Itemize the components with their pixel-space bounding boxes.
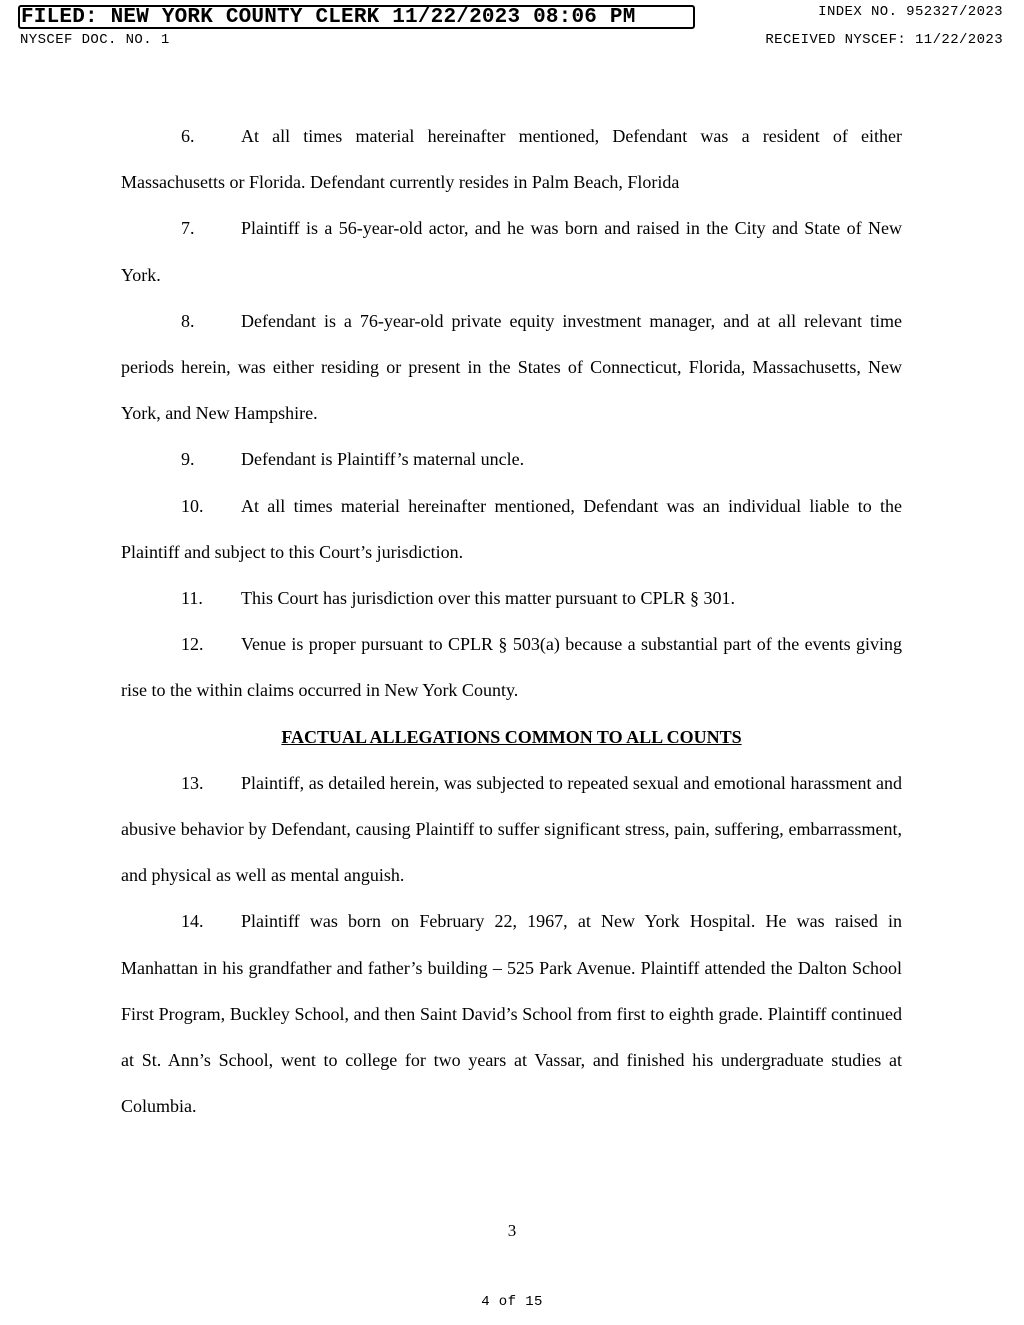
paragraph-text: Plaintiff was born on February 22, 1967, at New York Hospital. He was raised in Manhattan in his grandfather and father’s building – 525 Park Avenue. Plaintiff attended the Dalton School First Program, Buckley School, and then Saint David’s School from first to eighth grade. Plaintiff continued at St. Ann’s School, went to college for two years at Vassar, and finished his undergraduate studies at Columbia.: [121, 911, 902, 1117]
paragraph-number: 9.: [181, 449, 195, 470]
paragraph-number: 10.: [181, 495, 204, 516]
paragraph-7: [121, 205, 902, 297]
paragraph-14: [121, 898, 902, 1129]
index-number: INDEX NO. 952327/2023: [818, 4, 1003, 20]
paragraph-text: Defendant is Plaintiff’s maternal uncle.: [241, 449, 525, 470]
paragraph-number: 7.: [181, 218, 195, 239]
filed-stamp: FILED: NEW YORK COUNTY CLERK 11/22/2023 08:06 PM: [18, 5, 695, 29]
paragraph-text: Defendant is a 76-year-old private equity investment manager, and at all relevant time periods herein, was either residing or present in the States of Connecticut, Florida, Massachusetts, New York, and New Hampshire.: [121, 310, 902, 424]
paragraph-11: [121, 575, 902, 621]
paragraph-text: At all times material hereinafter mentioned, Defendant was an individual liable to the Plaintiff and subject to this Court’s jurisdiction.: [121, 495, 902, 562]
paragraph-8: [121, 298, 902, 437]
paragraph-number: 14.: [181, 911, 204, 932]
paragraph-number: 8.: [181, 310, 195, 331]
paragraph-text: This Court has jurisdiction over this matter pursuant to CPLR § 301.: [241, 588, 735, 609]
paragraph-number: 11.: [181, 588, 203, 609]
paragraph-text: Plaintiff is a 56-year-old actor, and he was born and raised in the City and State of New York.: [121, 218, 902, 285]
paragraph-text: Plaintiff, as detailed herein, was subjected to repeated sexual and emotional harassment and abusive behavior by Defendant, causing Plaintiff to suffer significant stress, pain, suffering, embarrassment, and physical as well as mental anguish.: [121, 772, 902, 886]
paragraph-text: At all times material hereinafter mentioned, Defendant was a resident of either Massachusetts or Florida. Defendant currently resides in Palm Beach, Florida: [121, 126, 902, 193]
section-heading: FACTUAL ALLEGATIONS COMMON TO ALL COUNTS: [281, 726, 742, 747]
paragraph-number: 6.: [181, 126, 195, 146]
paragraph-text: Venue is proper pursuant to CPLR § 503(a) because a substantial part of the events giving rise to the within claims occurred in New York County.: [121, 634, 902, 701]
paragraph-10: [121, 483, 902, 575]
page-number: 3: [507, 1221, 517, 1240]
paragraph-number: 13.: [181, 772, 204, 793]
received-date: RECEIVED NYSCEF: 11/22/2023: [765, 32, 1003, 48]
paragraph-9: [121, 436, 902, 482]
paragraph-number: 12.: [181, 634, 204, 655]
paragraph-6: [121, 113, 902, 205]
paragraph-13: [121, 760, 902, 899]
paragraph-12: [121, 621, 902, 713]
document-body: [121, 113, 902, 1129]
nyscef-doc-number: NYSCEF DOC. NO. 1: [20, 32, 170, 48]
page-of-total: 4 of 15: [481, 1294, 543, 1310]
